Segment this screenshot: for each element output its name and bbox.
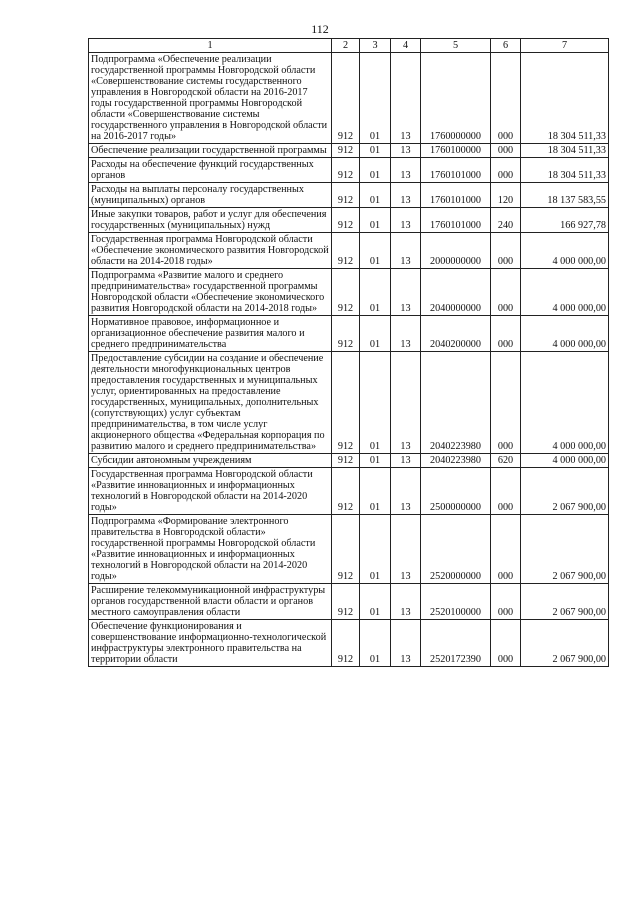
cell-target-article: 2040200000 [421,316,491,352]
column-header: 7 [521,39,609,53]
table-row [89,316,609,352]
cell-subsection: 13 [391,515,421,584]
row-name: Иные закупки товаров, работ и услуг для обеспечения государственных (муниципальных) нужд [89,208,332,233]
cell-amount: 166 927,78 [521,208,609,233]
cell-expense-type: 000 [491,468,521,515]
cell-subsection: 13 [391,183,421,208]
cell-subsection: 13 [391,269,421,316]
cell-amount: 4 000 000,00 [521,269,609,316]
cell-admin-code: 912 [332,584,360,620]
cell-target-article: 2040000000 [421,269,491,316]
table-row [89,468,609,515]
table-row [89,53,609,144]
cell-target-article: 1760101000 [421,183,491,208]
cell-amount: 18 304 511,33 [521,158,609,183]
row-name: Обеспечение функционирования и совершенствование информационно-технологической инфраструктуры электронного правительства на территории области [89,620,332,667]
cell-target-article: 1760100000 [421,144,491,158]
cell-expense-type: 000 [491,158,521,183]
cell-amount: 18 304 511,33 [521,144,609,158]
cell-section: 01 [360,208,391,233]
cell-section: 01 [360,620,391,667]
cell-section: 01 [360,233,391,269]
row-name: Субсидии автономным учреждениям [89,454,332,468]
column-header: 2 [332,39,360,53]
cell-admin-code: 912 [332,316,360,352]
cell-subsection: 13 [391,53,421,144]
cell-amount: 4 000 000,00 [521,316,609,352]
cell-section: 01 [360,158,391,183]
cell-section: 01 [360,454,391,468]
cell-admin-code: 912 [332,269,360,316]
table-row [89,269,609,316]
cell-admin-code: 912 [332,352,360,454]
cell-target-article: 2040223980 [421,352,491,454]
cell-target-article: 2520000000 [421,515,491,584]
cell-section: 01 [360,468,391,515]
column-header: 5 [421,39,491,53]
cell-admin-code: 912 [332,53,360,144]
cell-section: 01 [360,144,391,158]
cell-admin-code: 912 [332,454,360,468]
cell-admin-code: 912 [332,468,360,515]
cell-subsection: 13 [391,316,421,352]
cell-expense-type: 120 [491,183,521,208]
cell-expense-type: 000 [491,233,521,269]
table-row [89,144,609,158]
cell-amount: 2 067 900,00 [521,584,609,620]
table-row [89,352,609,454]
cell-target-article: 2520172390 [421,620,491,667]
cell-expense-type: 000 [491,53,521,144]
row-name: Государственная программа Новгородской области «Обеспечение экономического развития Новгородской области на 2014-2018 годы» [89,233,332,269]
cell-expense-type: 000 [491,620,521,667]
cell-expense-type: 620 [491,454,521,468]
cell-expense-type: 000 [491,352,521,454]
cell-admin-code: 912 [332,620,360,667]
table-row [89,515,609,584]
cell-target-article: 1760000000 [421,53,491,144]
cell-expense-type: 000 [491,584,521,620]
row-name: Предоставление субсидии на создание и обеспечение деятельности многофункциональных центров предоставления государственных и муниципальных услуг, ориентированных на предоставление государственных, муниципальных, дополнительных (сопутствующих) услуг субъектам предпринимательства, в том числе услуг акционерного общества «Федеральная корпорация по развитию малого и среднего предпринимательства» [89,352,332,454]
cell-amount: 18 137 583,55 [521,183,609,208]
row-name: Подпрограмма «Обеспечение реализации государственной программы Новгородской области «Совершенствование системы государственного управления в Новгородской области на 2016-2017 годы государственной программы Новгородской области «Совершенствование системы государственного управления в Новгородской области на 2016-2017 годы» [89,53,332,144]
row-name: Обеспечение реализации государственной программы [89,144,332,158]
cell-expense-type: 000 [491,316,521,352]
cell-section: 01 [360,183,391,208]
table-row [89,158,609,183]
cell-target-article: 1760101000 [421,158,491,183]
cell-target-article: 2000000000 [421,233,491,269]
row-name: Расходы на обеспечение функций государственных органов [89,158,332,183]
row-name: Расходы на выплаты персоналу государственных (муниципальных) органов [89,183,332,208]
cell-admin-code: 912 [332,233,360,269]
cell-expense-type: 000 [491,515,521,584]
row-name: Нормативное правовое, информационное и организационное обеспечение развития малого и среднего предпринимательства [89,316,332,352]
column-header: 1 [89,39,332,53]
cell-subsection: 13 [391,454,421,468]
table-row [89,454,609,468]
cell-section: 01 [360,53,391,144]
cell-subsection: 13 [391,620,421,667]
cell-section: 01 [360,584,391,620]
cell-section: 01 [360,515,391,584]
cell-subsection: 13 [391,584,421,620]
cell-amount: 2 067 900,00 [521,515,609,584]
row-name: Подпрограмма «Развитие малого и среднего предпринимательства» государственной программы Новгородской области «Обеспечение экономического развития Новгородской области на 2014-2018 годы» [89,269,332,316]
cell-admin-code: 912 [332,183,360,208]
table-row [89,183,609,208]
cell-amount: 4 000 000,00 [521,233,609,269]
cell-expense-type: 000 [491,144,521,158]
cell-section: 01 [360,316,391,352]
row-name: Государственная программа Новгородской области «Развитие инновационных и информационных технологий в Новгородской области на 2014-2020 годы» [89,468,332,515]
row-name: Расширение телекоммуникационной инфраструктуры органов государственной власти области и органов местного самоуправления области [89,584,332,620]
cell-subsection: 13 [391,208,421,233]
cell-target-article: 2500000000 [421,468,491,515]
table-row [89,208,609,233]
cell-target-article: 1760101000 [421,208,491,233]
header-row [89,39,609,53]
cell-admin-code: 912 [332,515,360,584]
cell-amount: 4 000 000,00 [521,454,609,468]
budget-table [88,38,609,667]
cell-amount: 4 000 000,00 [521,352,609,454]
page-number: 112 [311,22,329,36]
table-row [89,233,609,269]
row-name: Подпрограмма «Формирование электронного правительства в Новгородской области» государственной программы Новгородской области «Развитие инновационных и информационных технологий в Новгородской области на 2014-2020 годы» [89,515,332,584]
cell-expense-type: 240 [491,208,521,233]
column-header: 6 [491,39,521,53]
table-row [89,620,609,667]
cell-admin-code: 912 [332,158,360,183]
cell-admin-code: 912 [332,144,360,158]
cell-amount: 18 304 511,33 [521,53,609,144]
cell-subsection: 13 [391,468,421,515]
cell-expense-type: 000 [491,269,521,316]
cell-subsection: 13 [391,158,421,183]
cell-section: 01 [360,352,391,454]
cell-admin-code: 912 [332,208,360,233]
cell-target-article: 2040223980 [421,454,491,468]
column-header: 4 [391,39,421,53]
cell-amount: 2 067 900,00 [521,620,609,667]
cell-subsection: 13 [391,352,421,454]
column-header: 3 [360,39,391,53]
cell-subsection: 13 [391,144,421,158]
cell-target-article: 2520100000 [421,584,491,620]
table-row [89,584,609,620]
cell-amount: 2 067 900,00 [521,468,609,515]
cell-section: 01 [360,269,391,316]
cell-subsection: 13 [391,233,421,269]
